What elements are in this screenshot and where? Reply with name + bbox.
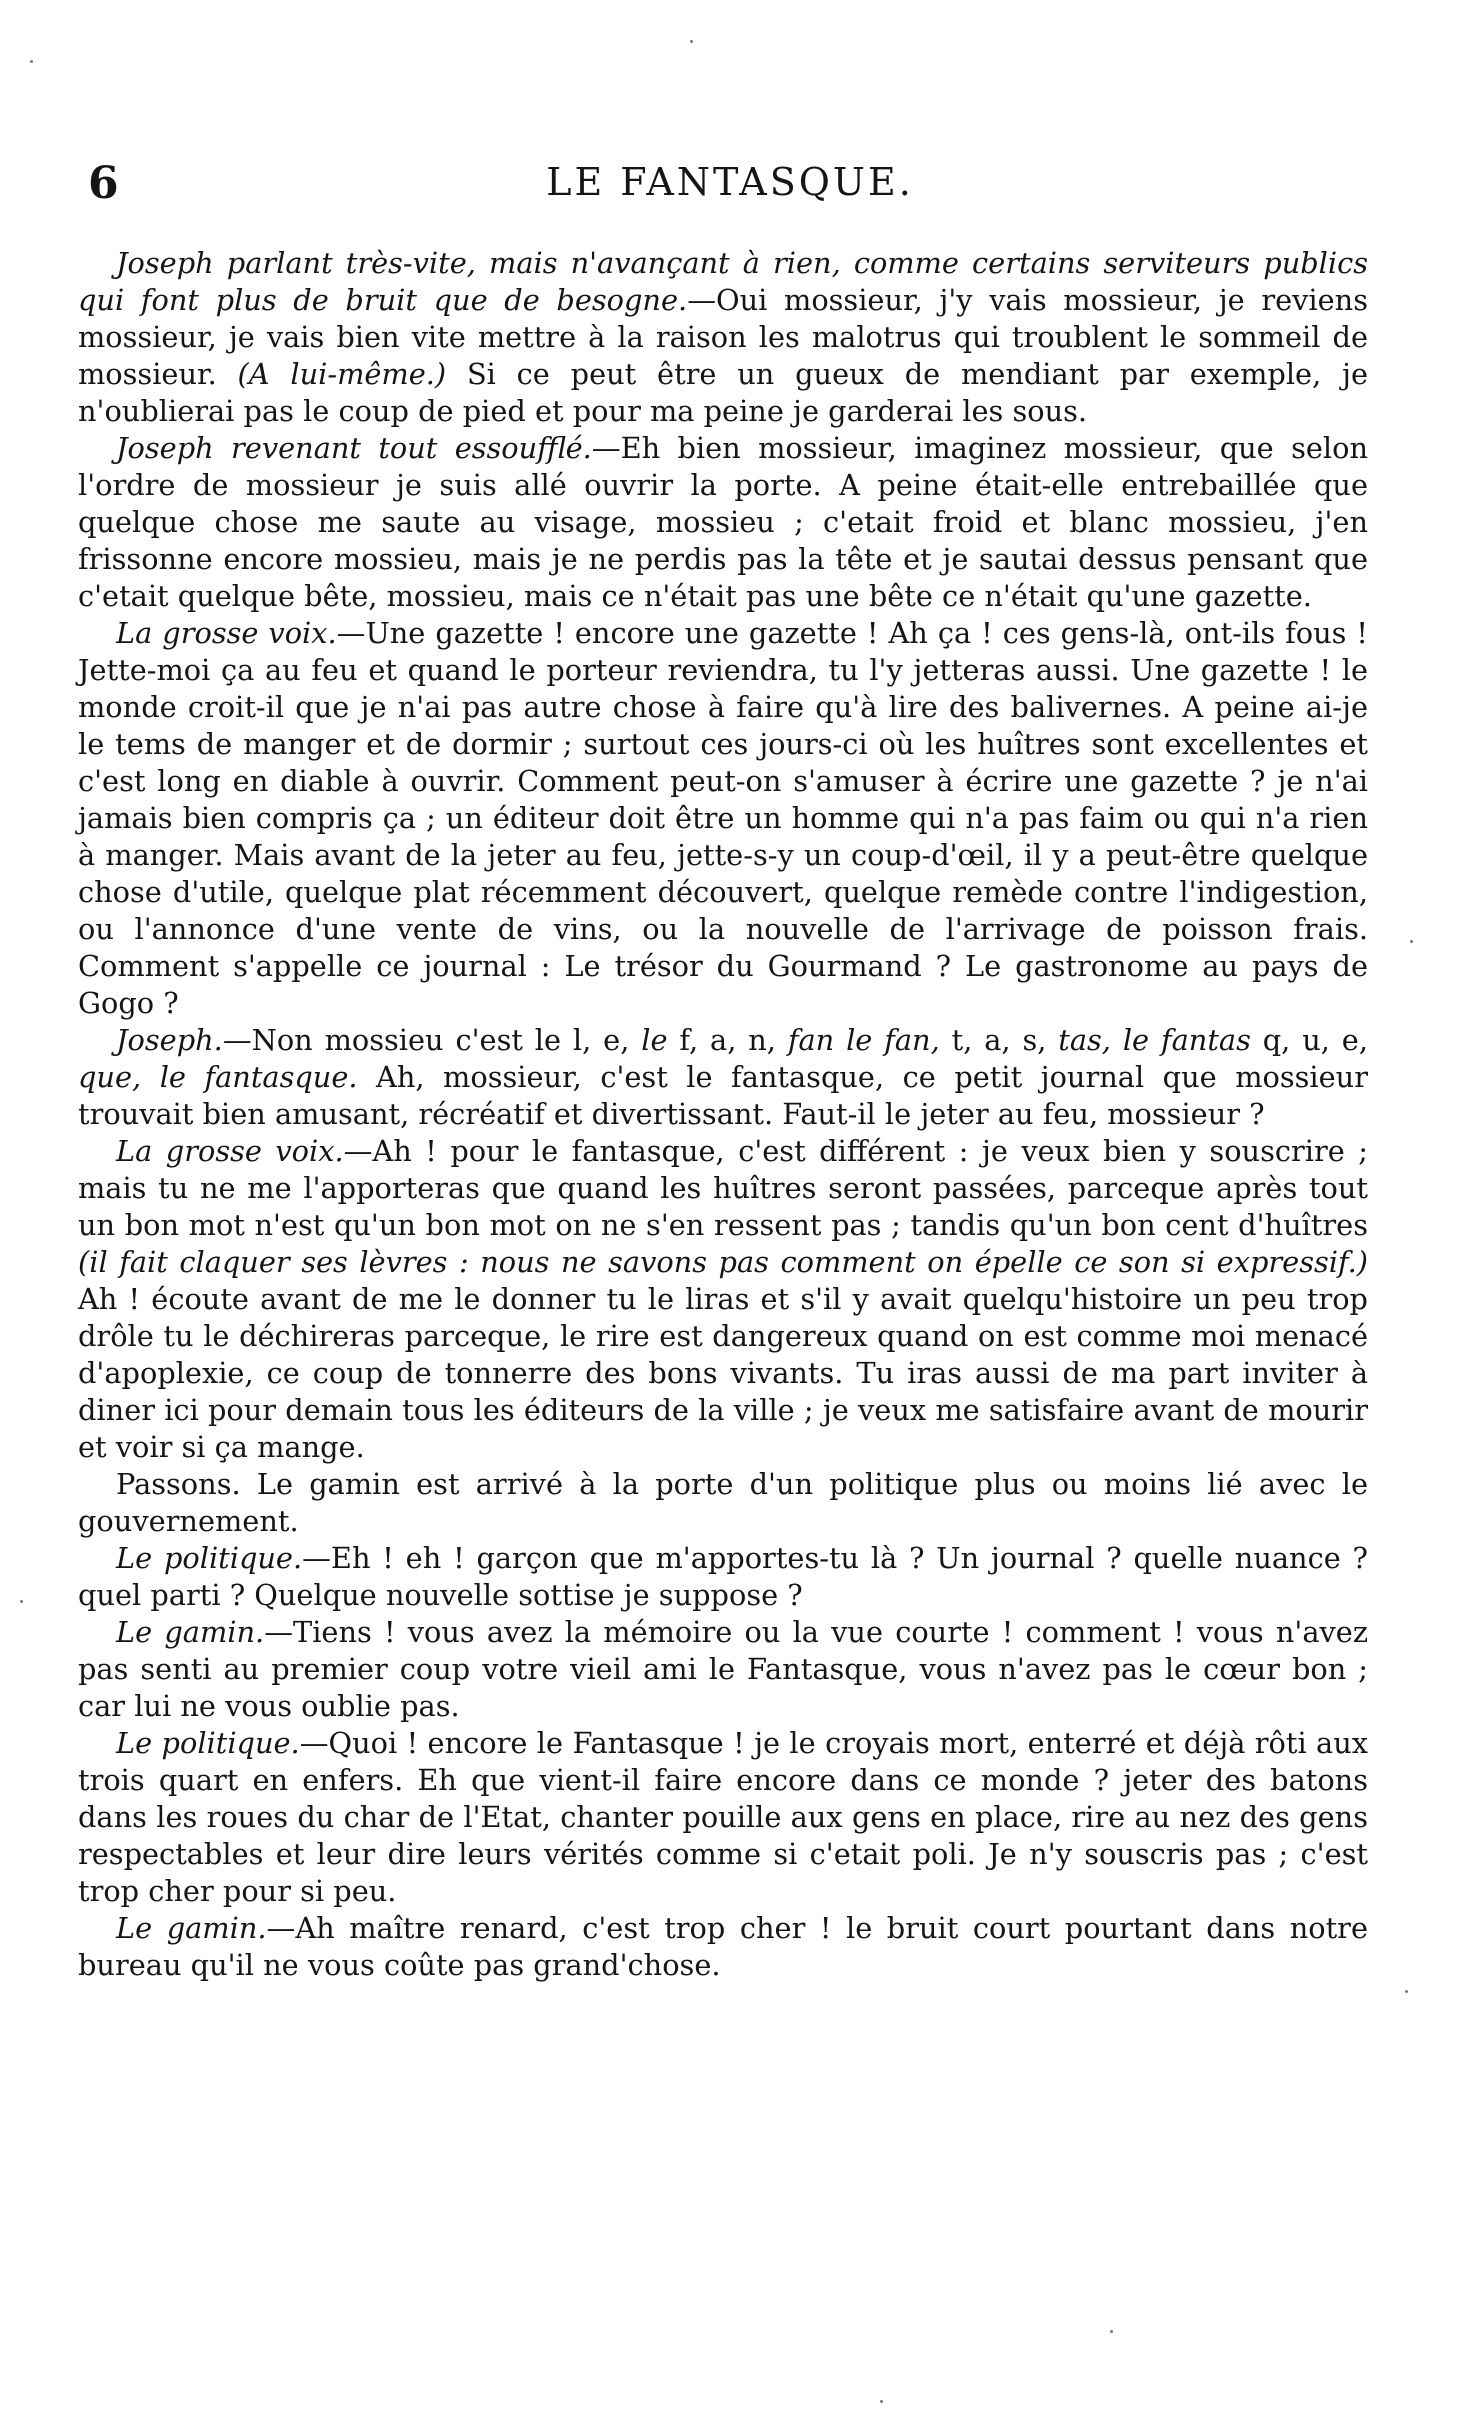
italic-run: le	[641, 1023, 668, 1057]
print-speck	[30, 60, 33, 63]
paragraph	[78, 245, 1368, 430]
italic-run: fan le fan,	[787, 1023, 940, 1057]
italic-run: Le gamin.	[116, 1615, 265, 1649]
text-run: —Eh bien mossieur, imaginez mossieur, que selon l'ordre de mossieur je suis allé ouvrir la porte. A peine était-elle entrebaillée que quelque chose me saute au visage, mossieu ; c'etait froid et blanc mossieu, j'en frissonne encore mossieu, mais je ne perdis pas la tête et je sautai dessus pensant que c'etait quelque bête, mossieu, mais ce n'était pas une bête ce n'était qu'une gazette.	[78, 431, 1368, 613]
text-run: t, a, s,	[939, 1023, 1059, 1057]
print-speck	[1405, 1990, 1408, 1993]
text-run: Passons. Le gamin est arrivé à la porte d'un politique plus ou moins lié avec le gouvernement.	[78, 1467, 1368, 1538]
page-number: 6	[88, 158, 119, 209]
paragraph	[78, 1910, 1368, 1984]
italic-run: La grosse voix.	[116, 1134, 344, 1168]
italic-run: Le politique.	[116, 1726, 300, 1760]
italic-run: La grosse voix.	[116, 616, 337, 650]
paragraph	[78, 1133, 1368, 1466]
running-title: LE FANTASQUE.	[546, 160, 914, 204]
paragraph	[78, 1725, 1368, 1910]
italic-run: tas, le fantas	[1058, 1023, 1251, 1057]
text-run: —Une gazette ! encore une gazette ! Ah ça ! ces gens-là, ont-ils fous ! Jette-moi ça au feu et quand le porteur reviendra, tu l'y jetteras aussi. Une gazette ! le monde croit-il que je n'ai pas autre chose à faire qu'à lire des balivernes. A peine ai-je le tems de manger et de dormir ; surtout ces jours-ci où les huîtres sont excellentes et c'est long en diable à ouvrir. Comment peut-on s'amuser à écrire une gazette ? je n'ai jamais bien compris ça ; un éditeur doit être un homme qui n'a pas faim ou qui n'a rien à manger. Mais avant de la jeter au feu, jette-s-y un coup-d'œil, il y a peut-être quelque chose d'utile, quelque plat récemment découvert, quelque remède contre l'indigestion, ou l'annonce d'une vente de vins, ou la nouvelle de l'arrivage de poisson frais. Comment s'appelle ce journal : Le trésor du Gourmand ? Le gastronome au pays de Gogo ?	[78, 616, 1368, 1020]
article-body	[78, 245, 1368, 1984]
print-speck	[690, 40, 693, 43]
text-run: Si ce peut être un gueux de mendiant par exemple, je n'oublierai pas le coup de pied et pour ma peine je garderai les sous.	[78, 357, 1368, 428]
text-run: Ah ! écoute avant de me le donner tu le liras et s'il y avait quelqu'histoire un peu trop drôle tu le déchireras parceque, le rire est dangereux quand on est comme moi menacé d'apoplexie, ce coup de tonnerre des bons vivants. Tu iras aussi de ma part inviter à diner ici pour demain tous les éditeurs de la ville ; je veux me satisfaire avant de mourir et voir si ça mange.	[78, 1282, 1368, 1464]
text-run: —Ah ! pour le fantasque, c'est différent : je veux bien y souscrire ; mais tu ne me l'apporteras que quand les huîtres seront passées, parceque après tout un bon mot n'est qu'un bon mot on ne s'en ressent pas ; tandis qu'un bon cent d'huîtres	[78, 1134, 1368, 1242]
paragraph	[78, 1614, 1368, 1725]
text-run: —Oui mossieur, j'y vais mossieur, je reviens mossieur, je vais bien vite mettre à la raison les malotrus qui troublent le sommeil de mossieur.	[78, 283, 1368, 391]
print-speck	[20, 1600, 23, 1603]
italic-run: Le politique.	[116, 1541, 303, 1575]
italic-run: Le gamin.	[116, 1911, 267, 1945]
print-speck	[1410, 940, 1413, 943]
italic-run: (A lui-même.)	[237, 357, 447, 391]
page-header	[80, 158, 1380, 218]
paragraph	[78, 615, 1368, 1022]
text-run: —Eh ! eh ! garçon que m'apportes-tu là ? Un journal ? quelle nuance ? quel parti ? Quelque nouvelle sottise je suppose ?	[78, 1541, 1368, 1612]
text-run: —Non mossieu c'est le l, e,	[222, 1023, 642, 1057]
text-run: q, u, e,	[1250, 1023, 1368, 1057]
print-speck	[880, 2400, 883, 2403]
paragraph	[78, 1466, 1368, 1540]
paragraph	[78, 1022, 1368, 1133]
paragraph	[78, 1540, 1368, 1614]
text-run: f, a, n,	[667, 1023, 788, 1057]
italic-run: (il fait claquer ses lèvres : nous ne savons pas comment on épelle ce son si expressif.)	[78, 1245, 1368, 1279]
italic-run: Joseph.	[116, 1023, 223, 1057]
italic-run: que, le fantasque.	[78, 1060, 358, 1094]
text-run: —Tiens ! vous avez la mémoire ou la vue courte ! comment ! vous n'avez pas senti au premier coup votre vieil ami le Fantasque, vous n'avez pas le cœur bon ; car lui ne vous oublie pas.	[78, 1615, 1368, 1723]
print-speck	[1110, 2330, 1113, 2333]
text-run: Ah, mossieur, c'est le fantasque, ce petit journal que mossieur trouvait bien amusant, récréatif et divertissant. Faut-il le jeter au feu, mossieur ?	[78, 1060, 1368, 1131]
text-run: —Ah maître renard, c'est trop cher ! le bruit court pourtant dans notre bureau qu'il ne vous coûte pas grand'chose.	[78, 1911, 1368, 1982]
text-run: —Quoi ! encore le Fantasque ! je le croyais mort, enterré et déjà rôti aux trois quart en enfers. Eh que vient-il faire encore dans ce monde ? jeter des batons dans les roues du char de l'Etat, chanter pouille aux gens en place, rire au nez des gens respectables et leur dire leurs vérités comme si c'etait poli. Je n'y souscris pas ; c'est trop cher pour si peu.	[78, 1726, 1368, 1908]
italic-run: Joseph revenant tout essoufflé.	[116, 431, 592, 465]
paragraph	[78, 430, 1368, 615]
italic-run: Joseph parlant très-vite, mais n'avançant à rien, comme certains serviteurs publics qui font plus de bruit que de besogne.	[78, 246, 1368, 317]
